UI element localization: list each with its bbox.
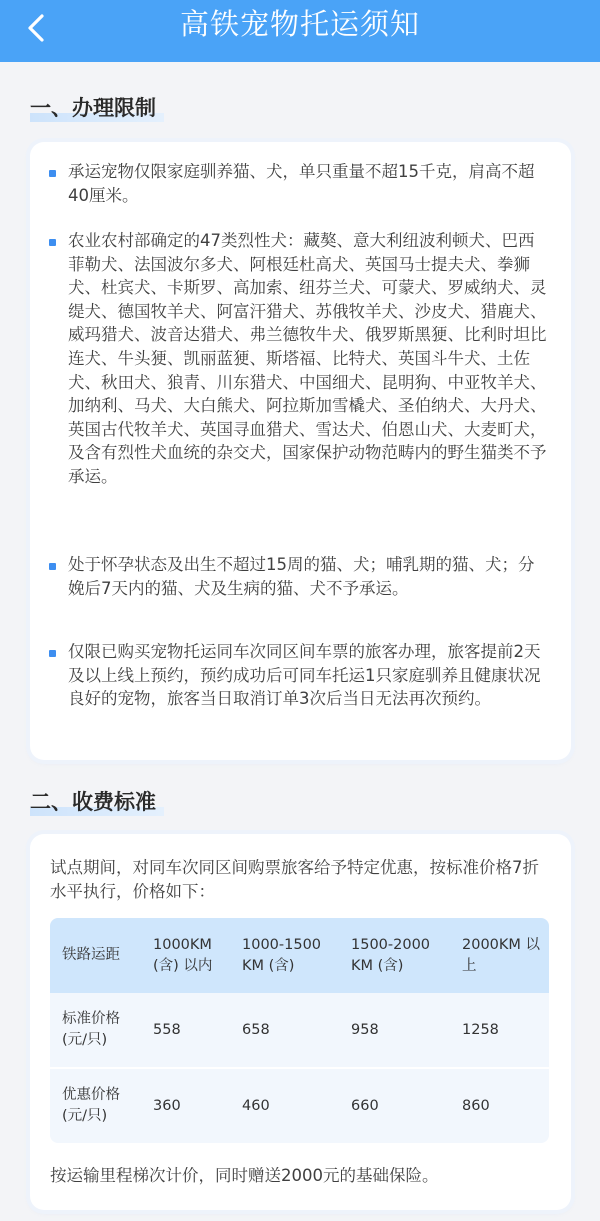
back-button[interactable] <box>14 6 58 50</box>
table-header-row <box>50 918 549 993</box>
table-row <box>50 993 549 1068</box>
list-item <box>30 160 571 210</box>
rule-text: 处于怀孕状态及出生不超过15周的猫、犬；哺乳期的猫、犬；分娩后7天内的猫、犬及生病的猫、犬不予承运。 <box>68 555 535 598</box>
row-label: 优惠价格 (元/只) <box>50 1068 141 1143</box>
app-header <box>0 0 600 62</box>
fee-table <box>50 918 549 1143</box>
table-cell: 360 <box>141 1068 230 1143</box>
table-row <box>50 1068 549 1143</box>
rule-text: 仅限已购买宠物托运同车次同区间车票的旅客办理，旅客提前2天及以上线上预约，预约成功后可同车托运1只家庭驯养且健康状况良好的宠物，旅客当日取消订单3次后当日无法再次预约。 <box>68 642 541 709</box>
column-header: 1000KM (含) 以内 <box>153 936 213 974</box>
fees-card <box>30 834 571 1210</box>
column-header: 1500-2000 KM (含) <box>351 936 431 974</box>
chevron-left-icon <box>25 13 47 43</box>
table-cell: 660 <box>339 1068 450 1143</box>
table-cell: 558 <box>153 1021 181 1038</box>
bullet-marker <box>49 650 56 657</box>
list-item <box>30 640 571 736</box>
restrictions-card <box>30 142 571 760</box>
table-cell: 1258 <box>462 1021 499 1038</box>
section-title-text: 一、办理限制 <box>30 96 156 120</box>
list-item <box>30 553 571 625</box>
list-item <box>30 229 571 539</box>
table-cell: 658 <box>242 1021 270 1038</box>
bullet-marker <box>49 239 56 246</box>
bullet-marker <box>49 170 56 177</box>
section-title-fees <box>30 786 160 818</box>
table-cell: 460 <box>230 1068 339 1143</box>
column-header: 铁路运距 <box>62 947 120 963</box>
page-title: 高铁宠物托运须知 <box>179 6 420 41</box>
bullet-marker <box>49 563 56 570</box>
row-label: 标准价格 (元/只) <box>62 1011 120 1048</box>
fees-intro: 试点期间，对同车次同区间购票旅客给予特定优惠，按标准价格7折水平执行，价格如下： <box>50 858 539 901</box>
column-header: 1000-1500 KM (含) <box>242 936 322 974</box>
section-title-text: 二、收费标准 <box>30 790 156 814</box>
rule-text: 承运宠物仅限家庭驯养猫、犬，单只重量不超15千克，肩高不超40厘米。 <box>68 162 535 205</box>
table-cell: 958 <box>351 1021 379 1038</box>
fees-note: 按运输里程梯次计价，同时赠送2000元的基础保险。 <box>50 1166 439 1185</box>
rule-text: 农业农村部确定的47类烈性犬：藏獒、意大利纽波利顿犬、巴西菲勒犬、法国波尔多犬、阿根廷杜高犬、英国马士提夫犬、拳狮犬、杜宾犬、卡斯罗、高加索、纽芬兰犬、可蒙犬、罗威纳犬、灵缇犬、德国牧羊犬、阿富汗猎犬、苏俄牧羊犬、沙皮犬、猎鹿犬、威玛猎犬、波音达猎犬、弗兰德牧牛犬、俄罗斯黑㹴、比利时坦比连犬、牛头㹴、凯丽蓝㹴、斯塔福、比特犬、英国斗牛犬、土佐犬、秋田犬、狼青、川东猎犬、中国细犬、昆明狗、中亚牧羊犬、加纳利、马犬、大白熊犬、阿拉斯加雪橇犬、圣伯纳犬、大丹犬、英国古代牧羊犬、英国寻血猎犬、雪达犬、伯恩山犬、大麦町犬，及含有烈性犬血统的杂交犬，国家保护动物范畴内的野生猫类不予承运。 <box>68 231 547 486</box>
table-cell: 860 <box>450 1068 549 1143</box>
column-header: 2000KM 以上 <box>462 936 541 974</box>
section-title-restrictions <box>30 92 160 124</box>
